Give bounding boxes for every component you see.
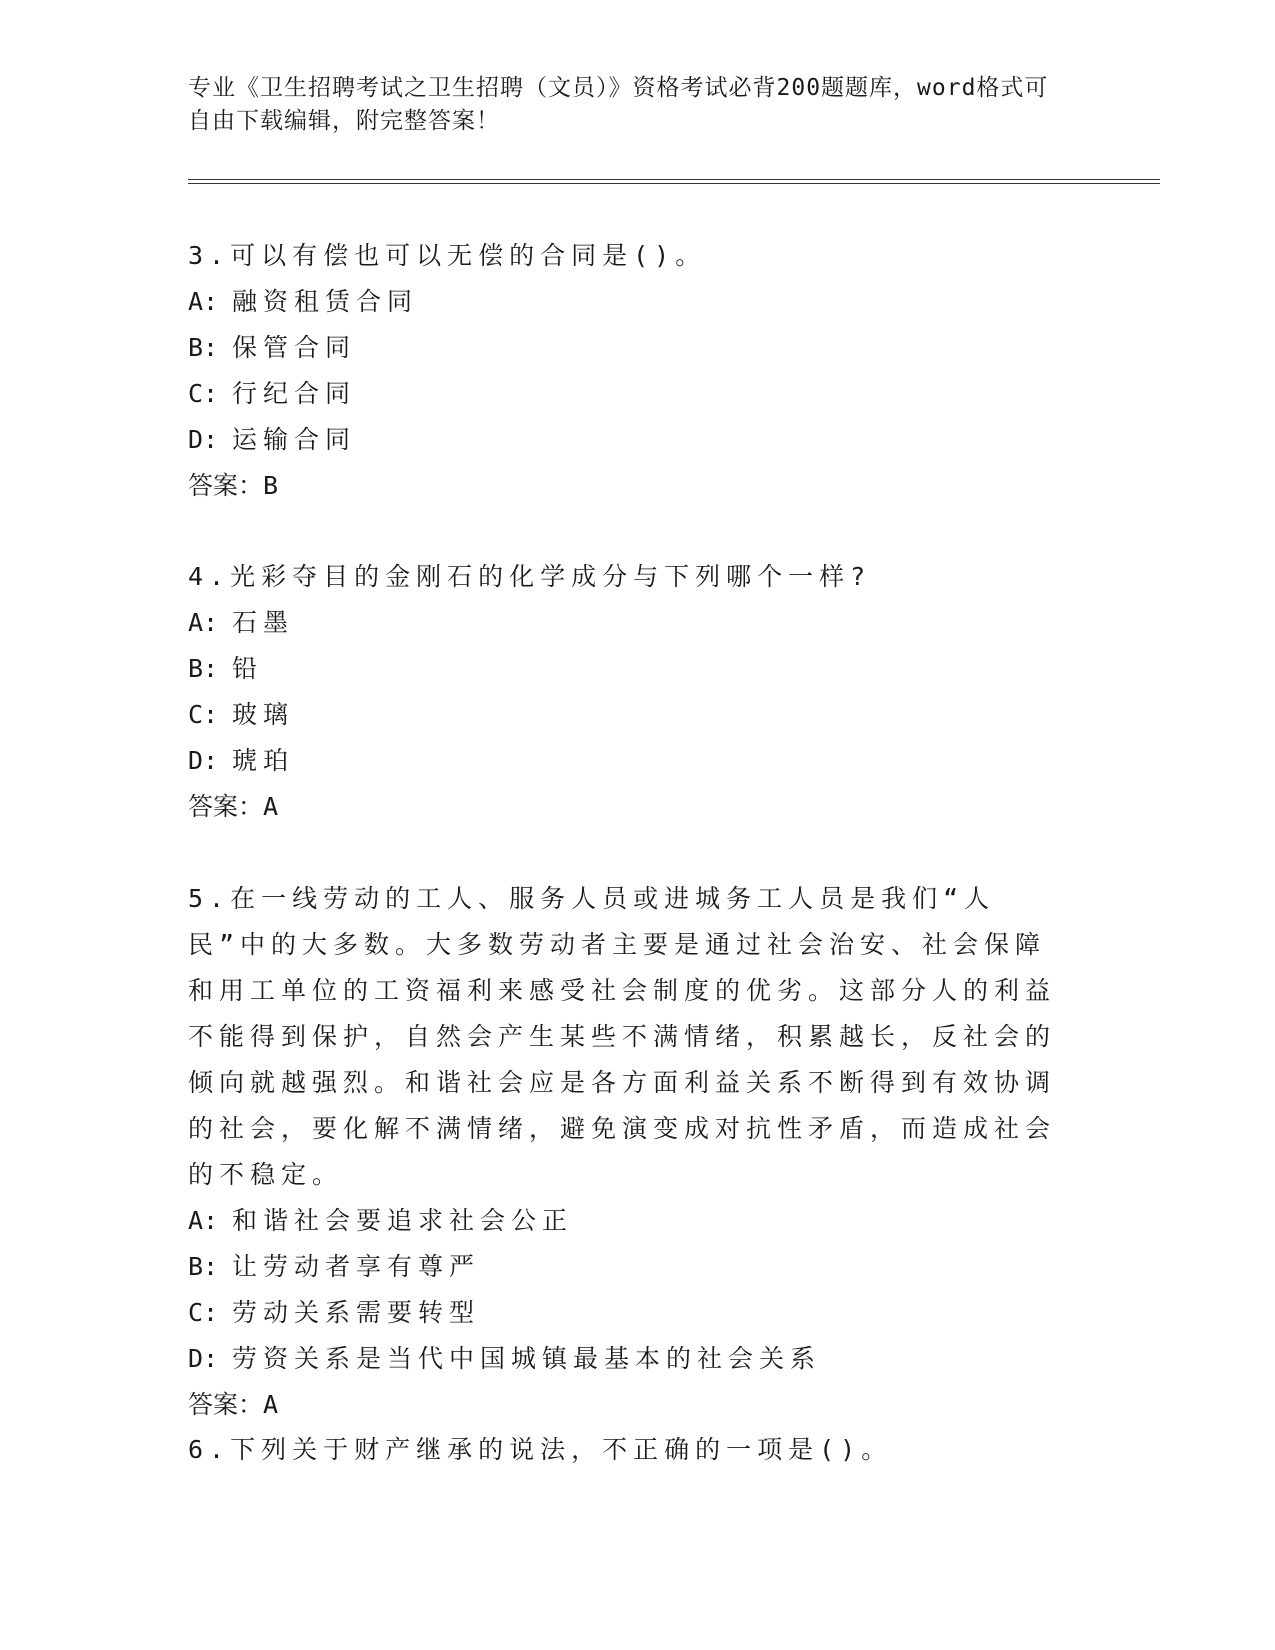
question-3 [188, 233, 1068, 509]
option-text: 劳资关系是当代中国城镇最基本的社会关系 [232, 1344, 822, 1373]
option-c [188, 692, 1068, 738]
option-key: C: [188, 1298, 219, 1327]
answer-line [188, 784, 1068, 830]
question-6 [188, 1427, 1068, 1473]
option-key: B: [188, 654, 219, 683]
option-a [188, 1198, 1068, 1244]
question-stem: 5.在一线劳动的工人、服务人员或进城务工人员是我们“人民”中的大多数。大多数劳动者主要是通过社会治安、社会保障和用工单位的工资福利来感受社会制度的优劣。这部分人的利益不能得到保护，自然会产生某些不满情绪，积累越长，反社会的倾向就越强烈。和谐社会应是各方面利益关系不断得到有效协调的社会，要化解不满情绪，避免演变成对抗性矛盾，而造成社会的不稳定。 [188, 884, 1057, 1189]
answer-line [188, 463, 1068, 509]
option-key: A: [188, 608, 219, 637]
option-c [188, 1290, 1068, 1336]
option-a [188, 279, 1068, 325]
option-d [188, 738, 1068, 784]
answer-label: 答案： [188, 471, 264, 500]
option-text: 琥珀 [232, 746, 295, 775]
option-key: D: [188, 1344, 219, 1373]
option-text: 劳动关系需要转型 [232, 1298, 481, 1327]
option-key: C: [188, 700, 219, 729]
option-key: A: [188, 287, 219, 316]
question-stem: 4.光彩夺目的金刚石的化学成分与下列哪个一样? [188, 562, 872, 591]
option-d [188, 1336, 1068, 1382]
question-5 [188, 876, 1068, 1428]
option-text: 玻璃 [232, 700, 295, 729]
option-text: 和谐社会要追求社会公正 [232, 1206, 574, 1235]
option-text: 行纪合同 [232, 379, 357, 408]
header-divider-top [188, 179, 1160, 180]
option-key: A: [188, 1206, 219, 1235]
option-b [188, 646, 1068, 692]
option-key: D: [188, 425, 219, 454]
option-text: 石墨 [232, 608, 295, 637]
option-b [188, 325, 1068, 371]
option-b [188, 1244, 1068, 1290]
option-text: 融资租赁合同 [232, 287, 419, 316]
question-stem: 3.可以有偿也可以无偿的合同是()。 [188, 241, 707, 270]
option-a [188, 600, 1068, 646]
option-text: 让劳动者享有尊严 [232, 1252, 481, 1281]
option-text: 运输合同 [232, 425, 357, 454]
option-text: 铅 [232, 654, 264, 683]
header-intro-text: 专业《卫生招聘考试之卫生招聘（文员）》资格考试必背200题题库，word格式可自由下载编辑，附完整答案！ [188, 75, 1049, 134]
option-c [188, 371, 1068, 417]
answer-label: 答案： [188, 1390, 264, 1419]
option-key: B: [188, 1252, 219, 1281]
question-stem: 6.下列关于财产继承的说法，不正确的一项是()。 [188, 1435, 893, 1464]
header-divider-bottom [188, 183, 1160, 184]
option-text: 保管合同 [232, 333, 357, 362]
answer-value: A [263, 1390, 279, 1419]
answer-line [188, 1382, 1068, 1428]
question-4 [188, 554, 1068, 830]
option-key: C: [188, 379, 219, 408]
answer-value: B [263, 471, 279, 500]
document-header [188, 72, 1068, 138]
answer-value: A [263, 792, 279, 821]
option-key: D: [188, 746, 219, 775]
option-d [188, 417, 1068, 463]
answer-label: 答案： [188, 792, 264, 821]
option-key: B: [188, 333, 219, 362]
